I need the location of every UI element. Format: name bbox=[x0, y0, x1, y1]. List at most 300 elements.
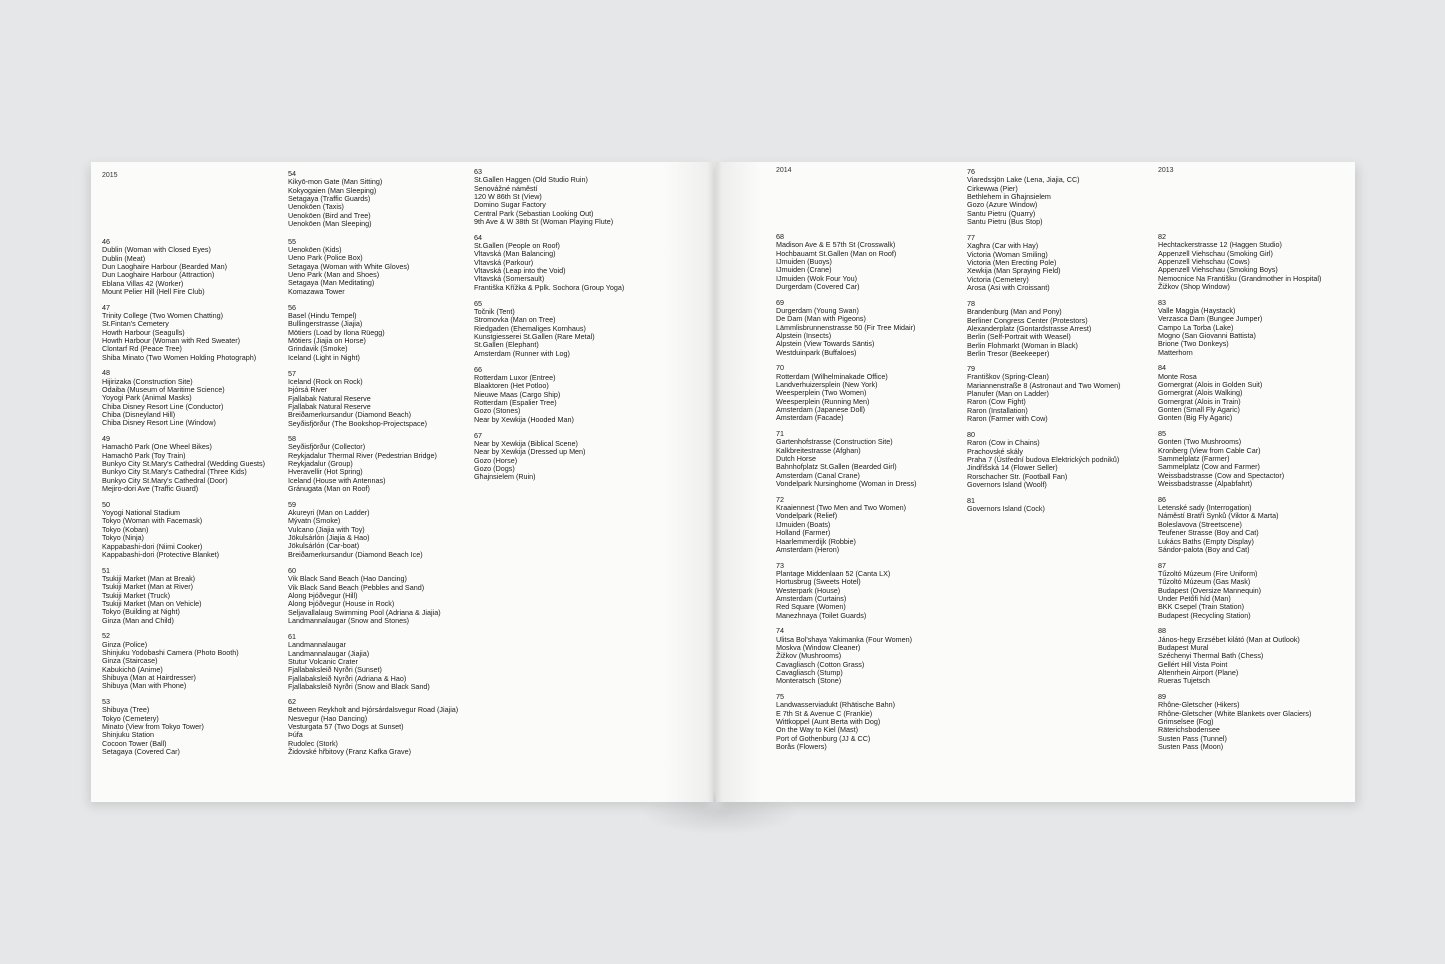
entry-line: Sándor-palota (Boy and Cat) bbox=[1158, 544, 1250, 554]
entry-block bbox=[288, 567, 441, 625]
entry-line: Hortusbrug (Sweets Hotel) bbox=[776, 577, 861, 587]
entry-line: Bunkyo City St.Mary's Cathedral (Three Kids) bbox=[102, 467, 247, 477]
entry-line: Seyðisfjörður (Collector) bbox=[288, 442, 366, 452]
entry-line: Rotterdam (Wilhelminakade Office) bbox=[776, 371, 888, 381]
entry-line: Monte Rosa bbox=[1158, 371, 1197, 381]
entry-block bbox=[102, 369, 225, 427]
entry-line: Setagaya (Man Meditating) bbox=[288, 278, 375, 288]
entry-line: Verzasca Dam (Bungee Jumper) bbox=[1158, 314, 1263, 324]
entry-line: Along Þjóðvegur (Hill) bbox=[288, 591, 358, 601]
entry-line: Boleslavova (Streetscene) bbox=[1158, 519, 1242, 529]
entry-line: Jökulsárlón (Car-boat) bbox=[288, 541, 360, 551]
entry-line: Þúfa bbox=[288, 730, 303, 740]
entry-line: Howth Harbour (Woman with Red Sweater) bbox=[102, 336, 241, 346]
entry-line: Uenokōen (Bird and Tree) bbox=[288, 210, 371, 220]
entry-line: Borås (Flowers) bbox=[776, 741, 827, 751]
entry-block bbox=[288, 633, 430, 691]
entry-number: 65 bbox=[474, 298, 482, 308]
entry-number: 75 bbox=[776, 691, 784, 701]
entry-line: Vik Black Sand Beach (Hao Dancing) bbox=[288, 574, 407, 584]
entry-line: Vondelpark Nursinghome (Woman in Dress) bbox=[776, 479, 917, 489]
entry-line: Dun Laoghaire Harbour (Attraction) bbox=[102, 270, 215, 280]
entry-line: Xagħra (Car with Hay) bbox=[967, 241, 1039, 251]
entry-line: Hijirizaka (Construction Site) bbox=[102, 376, 193, 386]
entry-line: Nemocnice Na Františku (Grandmother in Hospital) bbox=[1158, 273, 1322, 283]
entry-line: Port of Gothenburg (JJ & CC) bbox=[776, 733, 871, 743]
entry-line: Praha 7 (Ústřední budova Elektrických podniků) bbox=[967, 455, 1120, 465]
entry-line: Central Park (Sebastian Looking Out) bbox=[474, 208, 594, 218]
entry-number: 50 bbox=[102, 499, 110, 509]
entry-line: IJmuiden (Boats) bbox=[776, 519, 831, 529]
entry-line: Matterhorn bbox=[1158, 347, 1193, 357]
entry-block bbox=[1158, 627, 1300, 685]
entry-line: Appenzell Viehschau (Cows) bbox=[1158, 257, 1250, 267]
entry-line: Alpstein (View Towards Säntis) bbox=[776, 339, 875, 349]
entry-line: Gellért Hill Vista Point bbox=[1158, 659, 1228, 669]
entry-number: 88 bbox=[1158, 626, 1166, 636]
entry-line: Vesturgata 57 (Two Dogs at Sunset) bbox=[288, 722, 404, 732]
entry-number: 62 bbox=[288, 697, 296, 706]
entry-block bbox=[776, 299, 915, 357]
entry-line: Kronberg (View from Cable Car) bbox=[1158, 445, 1261, 455]
entry-line: Gozo (Stones) bbox=[474, 406, 521, 416]
entry-line: Vltavská (Leap into the Void) bbox=[474, 265, 566, 275]
entry-line: Tsukiji Market (Man at Break) bbox=[102, 573, 196, 583]
entry-line: Bunkyo City St.Mary's Cathedral (Door) bbox=[102, 475, 228, 485]
entry-line: Ueno Park (Man and Shoes) bbox=[288, 269, 380, 279]
entry-line: Victoria (Woman Smiling) bbox=[967, 249, 1048, 259]
entry-number: 82 bbox=[1158, 232, 1166, 241]
entry-line: Žižkov (Mushrooms) bbox=[776, 651, 842, 661]
entry-block bbox=[776, 233, 896, 291]
entry-block bbox=[776, 627, 912, 685]
entry-line: Židovské hřbitovy (Franz Kafka Grave) bbox=[288, 747, 412, 757]
entry-block bbox=[474, 432, 585, 482]
entry-line: Moskva (Window Cleaner) bbox=[776, 642, 861, 652]
entry-line: Uenokōen (Man Sleeping) bbox=[288, 219, 372, 229]
entry-line: Tokyo (Building at Night) bbox=[102, 607, 180, 617]
entry-line: Wittkoppel (Aunt Berta with Dog) bbox=[776, 716, 881, 726]
entry-line: Náměstí Bratří Synků (Viktor & Marta) bbox=[1158, 511, 1279, 521]
entry-line: Arosa (Asi with Croissant) bbox=[967, 283, 1050, 293]
entry-line: Red Square (Women) bbox=[776, 602, 846, 612]
entry-line: Tokyo (Koban) bbox=[102, 524, 149, 534]
entry-number: 57 bbox=[288, 368, 296, 378]
entry-block bbox=[1158, 299, 1262, 357]
entry-line: Tokyo (Woman with Facemask) bbox=[102, 516, 203, 526]
entry-line: Dublin (Meat) bbox=[102, 253, 146, 263]
entry-number: 78 bbox=[967, 299, 975, 308]
entry-line: Alexanderplatz (Gontardstrasse Arrest) bbox=[967, 324, 1092, 334]
entry-line: Appenzell Viehschau (Smoking Boys) bbox=[1158, 265, 1278, 275]
entry-line: Hechtackerstrasse 12 (Haggen Studio) bbox=[1158, 240, 1282, 250]
entry-line: Durgerdam (Covered Car) bbox=[776, 282, 860, 292]
entry-line: Akureyri (Man on Ladder) bbox=[288, 507, 370, 517]
entry-line: Kikyō-mon Gate (Man Sitting) bbox=[288, 177, 383, 187]
entry-block bbox=[967, 168, 1080, 226]
entry-line: Cavagliasch (Stump) bbox=[776, 667, 843, 677]
entry-line: Nieuwe Maas (Cargo Ship) bbox=[474, 389, 561, 399]
entry-block bbox=[288, 435, 437, 493]
entry-block bbox=[102, 238, 227, 296]
entry-block bbox=[288, 501, 423, 559]
entry-line: Františka Křížka & Pplk. Sochora (Group Yoga) bbox=[474, 282, 625, 292]
entry-number: 58 bbox=[288, 434, 296, 443]
entry-line: Amsterdam (Canal Crane) bbox=[776, 470, 860, 480]
entry-number: 87 bbox=[1158, 560, 1166, 570]
entry-line: Breiðamerkursandur (Diamond Beach Ice) bbox=[288, 549, 423, 559]
entry-line: Chiba Disney Resort Line (Conductor) bbox=[102, 401, 224, 411]
entry-line: Stromovka (Man on Tree) bbox=[474, 315, 556, 325]
year-label-2015: 2015 bbox=[102, 172, 118, 179]
entry-line: Reykjadalur (Group) bbox=[288, 459, 353, 469]
entry-line: Tokyo (Ninja) bbox=[102, 533, 144, 543]
entry-line: Tsukiji Market (Man on Vehicle) bbox=[102, 598, 202, 608]
entry-line: St.Fintan's Cemetery bbox=[102, 319, 169, 329]
entry-line: Chiba (Disneyland Hill) bbox=[102, 410, 176, 420]
entry-line: Weissbadstrasse (Cow and Spectactor) bbox=[1158, 470, 1285, 480]
entry-line: Odaiba (Museum of Maritime Science) bbox=[102, 385, 225, 395]
entry-block bbox=[776, 562, 890, 620]
entry-line: Yoyogi National Stadium bbox=[102, 508, 181, 518]
entry-line: Along Þjóðvegur (House in Rock) bbox=[288, 599, 395, 609]
entry-line: Bullingerstrasse (Jiajia) bbox=[288, 319, 363, 329]
entry-number: 70 bbox=[776, 363, 784, 373]
entry-block bbox=[102, 698, 204, 756]
entry-block bbox=[474, 234, 624, 292]
entry-line: János-hegy Erzsébet kilátó (Man at Outlook) bbox=[1158, 634, 1300, 644]
entry-line: Shibuya (Man with Phone) bbox=[102, 681, 187, 691]
entry-line: Holland (Farmer) bbox=[776, 528, 831, 538]
entry-line: Weesperplein (Two Women) bbox=[776, 388, 867, 398]
entry-line: Rueras Tujetsch bbox=[1158, 676, 1210, 686]
entry-line: Plantage Middenlaan 52 (Canta LX) bbox=[776, 568, 891, 578]
entry-block bbox=[967, 431, 1119, 489]
entry-line: Uenokōen (Kids) bbox=[288, 244, 342, 254]
entry-number: 85 bbox=[1158, 429, 1166, 439]
entry-number: 73 bbox=[776, 560, 784, 570]
entry-line: Ginza (Police) bbox=[102, 639, 148, 649]
entry-line: Budapest (Recycling Station) bbox=[1158, 610, 1251, 620]
entry-line: Gornergrat (Alois Walking) bbox=[1158, 388, 1243, 398]
entry-line: Fjallabaksleið Nyrðri (Adriana & Hao) bbox=[288, 673, 407, 683]
entry-line: Hamachō Park (One Wheel Bikes) bbox=[102, 442, 212, 452]
entry-line: Rorschacher Str. (Football Fan) bbox=[967, 471, 1068, 481]
entry-number: 71 bbox=[776, 429, 784, 439]
entry-number: 83 bbox=[1158, 297, 1166, 307]
entry-line: Mount Pelier Hill (Hell Fire Club) bbox=[102, 287, 205, 297]
entry-line: Tsukiji Market (Truck) bbox=[102, 590, 171, 600]
entry-line: Raron (Cow Fight) bbox=[967, 397, 1026, 407]
entry-line: Shinjuku Yodobashi Camera (Photo Booth) bbox=[102, 647, 239, 657]
entry-line: Vltavská (Parkour) bbox=[474, 257, 534, 267]
entry-line: De Dam (Man with Pigeons) bbox=[776, 314, 866, 324]
entry-block bbox=[474, 366, 574, 424]
entry-line: Brione (Two Donkeys) bbox=[1158, 339, 1229, 349]
entry-line: Ginza (Man and Child) bbox=[102, 615, 174, 625]
entry-line: Hochbauamt St.Gallen (Man on Roof) bbox=[776, 248, 897, 258]
entry-block bbox=[776, 430, 916, 488]
entry-line: Gránugata (Man on Roof) bbox=[288, 484, 370, 494]
entry-line: Cocoon Tower (Ball) bbox=[102, 738, 167, 748]
entry-line: Fjallabak Natural Reserve bbox=[288, 393, 371, 403]
entry-line: Seyðisfjörður (The Bookshop-Projectspace) bbox=[288, 418, 428, 428]
entry-line: Točnik (Tent) bbox=[474, 306, 515, 316]
entry-line: Bahnhofplatz St.Gallen (Bearded Girl) bbox=[776, 462, 897, 472]
entry-line: Appenzell Viehschau (Smoking Girl) bbox=[1158, 248, 1273, 258]
entry-line: Gartenhofstrasse (Construction Site) bbox=[776, 437, 893, 447]
entry-line: Hamachō Park (Toy Train) bbox=[102, 450, 186, 460]
left-page bbox=[91, 162, 713, 802]
entry-line: Trinity College (Two Women Chatting) bbox=[102, 311, 224, 321]
entry-line: Kalkbreitestrasse (Afghan) bbox=[776, 445, 861, 455]
entry-block bbox=[288, 304, 385, 362]
entry-line: Landverhuizersplein (New York) bbox=[776, 380, 878, 390]
entry-block bbox=[288, 370, 427, 428]
entry-line: Dun Laoghaire Harbour (Bearded Man) bbox=[102, 262, 228, 272]
entry-line: Rhône-Gletscher (White Blankets over Glaciers) bbox=[1158, 708, 1312, 718]
entry-line: Grimselsee (Fog) bbox=[1158, 716, 1214, 726]
entry-line: IJmuiden (Buoys) bbox=[776, 257, 832, 267]
entry-line: Ueno Park (Police Box) bbox=[288, 253, 363, 263]
entry-line: Tűzoltó Múzeum (Gas Mask) bbox=[1158, 577, 1251, 587]
entry-line: Letenské sady (Interrogation) bbox=[1158, 503, 1252, 513]
entry-number: 80 bbox=[967, 430, 975, 439]
entry-line: 120 W 86th St (View) bbox=[474, 192, 542, 202]
entry-line: Rudolec (Stork) bbox=[288, 738, 338, 748]
entry-block bbox=[967, 497, 1045, 514]
entry-block bbox=[776, 496, 906, 554]
entry-line: Susten Pass (Tunnel) bbox=[1158, 733, 1227, 743]
entry-line: Kappabashi-dori (Niimi Cooker) bbox=[102, 541, 203, 551]
entry-line: Kokyogaien (Man Sleeping) bbox=[288, 185, 377, 195]
entry-line: Eblana Villas 42 (Worker) bbox=[102, 278, 184, 288]
entry-line: Westerpark (House) bbox=[776, 585, 841, 595]
entry-line: Gozo (Dogs) bbox=[474, 463, 515, 473]
entry-line: Iceland (Rock on Rock) bbox=[288, 376, 363, 386]
entry-line: Fjallabaksleið Nyrðri (Sunset) bbox=[288, 665, 382, 675]
entry-line: Gonten (Two Mushrooms) bbox=[1158, 437, 1242, 447]
entry-number: 52 bbox=[102, 631, 110, 641]
entry-number: 55 bbox=[288, 236, 296, 246]
entry-line: Amsterdam (Curtains) bbox=[776, 593, 847, 603]
entry-block bbox=[1158, 430, 1284, 488]
entry-line: Komazawa Tower bbox=[288, 286, 345, 296]
entry-block bbox=[474, 300, 595, 358]
entry-line: Yoyogi Park (Animal Masks) bbox=[102, 393, 192, 403]
entry-line: Amsterdam (Heron) bbox=[776, 544, 840, 554]
entry-line: Setagaya (Traffic Guards) bbox=[288, 194, 371, 204]
entry-line: Planufer (Man on Ladder) bbox=[967, 389, 1049, 399]
entry-line: Amsterdam (Japanese Doll) bbox=[776, 405, 866, 415]
entry-line: Howth Harbour (Seagulls) bbox=[102, 327, 185, 337]
entry-line: Westduinpark (Buffaloes) bbox=[776, 347, 857, 357]
entry-block bbox=[1158, 562, 1261, 620]
entry-line: Berlin (Self-Portrait with Weasel) bbox=[967, 332, 1071, 342]
entry-line: E 7th St & Avenue C (Frankie) bbox=[776, 708, 873, 718]
entry-line: Ginza (Staircase) bbox=[102, 656, 158, 666]
entry-block bbox=[102, 304, 256, 362]
entry-line: Brandenburg (Man and Pony) bbox=[967, 307, 1062, 317]
entry-line: Berlin Flohmarkt (Woman in Black) bbox=[967, 340, 1078, 350]
entry-line: Manezhnaya (Toilet Guards) bbox=[776, 610, 867, 620]
entry-number: 53 bbox=[102, 696, 110, 706]
entry-block bbox=[288, 698, 458, 756]
entry-line: Vltavská (Man Balancing) bbox=[474, 249, 556, 259]
entry-line: Þjórsá River bbox=[288, 385, 328, 395]
entry-line: Mötiers (Jiajia on Horse) bbox=[288, 335, 366, 345]
entry-number: 81 bbox=[967, 496, 975, 505]
entry-line: Sammelplatz (Cow and Farmer) bbox=[1158, 462, 1260, 472]
entry-block bbox=[967, 300, 1091, 358]
entry-line: Rotterdam (Espalier Tree) bbox=[474, 397, 557, 407]
entry-line: Minato (View from Tokyo Tower) bbox=[102, 721, 204, 731]
entry-line: Under Petőfi híd (Man) bbox=[1158, 593, 1231, 603]
entry-number: 60 bbox=[288, 566, 296, 575]
entry-line: St.Gallen (Elephant) bbox=[474, 340, 539, 350]
entry-line: Riedgaden (Ehemaliges Kornhaus) bbox=[474, 323, 586, 333]
entry-line: Kabukichō (Anime) bbox=[102, 664, 163, 674]
entry-line: Tsukiji Market (Man at River) bbox=[102, 582, 194, 592]
entry-block bbox=[1158, 693, 1311, 751]
entry-block bbox=[776, 364, 888, 422]
entry-line: Setagaya (Woman with White Gloves) bbox=[288, 261, 410, 271]
entry-block bbox=[288, 238, 409, 296]
entry-line: Cirkewwa (Pier) bbox=[967, 183, 1018, 193]
entry-line: Shibuya (Tree) bbox=[102, 705, 150, 715]
entry-line: Amsterdam (Runner with Log) bbox=[474, 348, 570, 358]
entry-line: Fjallabaksleið Nyrðri (Snow and Black Sand) bbox=[288, 682, 430, 692]
entry-block bbox=[102, 567, 201, 625]
entry-line: Mejiro-dori Ave (Traffic Guard) bbox=[102, 484, 199, 494]
entry-number: 47 bbox=[102, 302, 110, 312]
entry-line: Near by Xewkija (Hooded Man) bbox=[474, 414, 574, 424]
entry-line: Gonten (Big Fly Agaric) bbox=[1158, 413, 1233, 423]
entry-line: Durgerdam (Young Swan) bbox=[776, 306, 859, 316]
entry-block bbox=[102, 632, 239, 690]
entry-line: IJmuiden (Wok Four You) bbox=[776, 273, 857, 283]
entry-line: Victoria (Men Erecting Pole) bbox=[967, 258, 1057, 268]
entry-line: Budapest Mural bbox=[1158, 642, 1209, 652]
entry-line: Viaredssjön Lake (Lena, Jiajia, CC) bbox=[967, 175, 1080, 185]
entry-line: Berlin Tresor (Beekeeper) bbox=[967, 349, 1050, 359]
entry-line: 9th Ave & W 38th St (Woman Playing Flute) bbox=[474, 217, 614, 227]
entry-line: Vondelpark (Relief) bbox=[776, 511, 838, 521]
entry-line: St.Gallen Haggen (Old Studio Ruin) bbox=[474, 175, 588, 185]
entry-line: Kunstgiesserei St.Gallen (Rare Metal) bbox=[474, 331, 595, 341]
entry-line: Vulcano (Jiajia with Toy) bbox=[288, 524, 365, 534]
entry-line: Fjallabak Natural Reserve bbox=[288, 401, 371, 411]
entry-block bbox=[102, 501, 219, 559]
entry-line: Monteratsch (Stone) bbox=[776, 676, 842, 686]
entry-line: Victoria (Cemetery) bbox=[967, 274, 1029, 284]
entry-number: 72 bbox=[776, 494, 784, 504]
entry-line: Shiba Minato (Two Women Holding Photograph) bbox=[102, 352, 257, 362]
entry-line: Governors Island (Cock) bbox=[967, 504, 1045, 514]
entry-line: Governors Island (Woolf) bbox=[967, 480, 1047, 490]
entry-line: Alpstein (Insects) bbox=[776, 331, 832, 341]
entry-line: Vik Black Sand Beach (Pebbles and Sand) bbox=[288, 582, 425, 592]
entry-line: Raron (Cow in Chains) bbox=[967, 438, 1040, 448]
entry-block bbox=[967, 365, 1121, 423]
entry-number: 69 bbox=[776, 297, 784, 307]
entry-line: Santu Pietru (Bus Stop) bbox=[967, 217, 1043, 227]
entry-line: Cavagliasch (Cotton Grass) bbox=[776, 659, 865, 669]
entry-block bbox=[474, 168, 613, 226]
entry-number: 77 bbox=[967, 233, 975, 242]
entry-block bbox=[1158, 364, 1262, 422]
entry-number: 89 bbox=[1158, 691, 1166, 701]
entry-line: Räterichsbodensee bbox=[1158, 725, 1220, 735]
entry-number: 56 bbox=[288, 302, 296, 312]
entry-line: Františkov (Spring-Clean) bbox=[967, 372, 1049, 382]
entry-line: Uenokōen (Taxis) bbox=[288, 202, 344, 212]
entry-line: Nesvegur (Hao Dancing) bbox=[288, 713, 368, 723]
entry-line: Lukács Baths (Empty Display) bbox=[1158, 536, 1254, 546]
entry-number: 74 bbox=[776, 626, 784, 636]
entry-number: 66 bbox=[474, 364, 482, 374]
entry-line: Senovážné náměstí bbox=[474, 183, 538, 193]
entry-line: Gornergrat (Alois in Train) bbox=[1158, 396, 1241, 406]
entry-number: 46 bbox=[102, 237, 110, 246]
entry-line: Blaaktoren (Het Potloo) bbox=[474, 381, 549, 391]
entry-line: Gonten (Small Fly Agaric) bbox=[1158, 405, 1240, 415]
entry-line: Għajnsielem (Ruin) bbox=[474, 472, 536, 482]
entry-number: 84 bbox=[1158, 363, 1166, 373]
entry-line: Tűzoltó Múzeum (Fire Uniform) bbox=[1158, 568, 1258, 578]
entry-line: Valle Maggia (Haystack) bbox=[1158, 306, 1236, 316]
entry-line: Breiðamerkursandur (Diamond Beach) bbox=[288, 410, 412, 420]
entry-line: Setagaya (Covered Car) bbox=[102, 746, 180, 756]
entry-line: Sammelplatz (Farmer) bbox=[1158, 454, 1230, 464]
entry-line: Xewkija (Man Spraying Field) bbox=[967, 266, 1061, 276]
entry-block bbox=[1158, 233, 1321, 291]
entry-line: Reykjadalur Thermal River (Pedestrian Bridge) bbox=[288, 450, 437, 460]
entry-line: Between Reykholt and Þjórsárdalsvegur Road (Jiajia) bbox=[288, 705, 459, 715]
entry-block bbox=[288, 170, 382, 228]
entry-line: Hveravellir (Hot Spring) bbox=[288, 467, 363, 477]
right-page bbox=[716, 162, 1355, 802]
entry-line: Haarlemmerdijk (Robbie) bbox=[776, 536, 856, 546]
entry-line: St.Gallen (People on Roof) bbox=[474, 240, 560, 250]
entry-line: Iceland (Light in Night) bbox=[288, 352, 360, 362]
entry-line: Jindřišská 14 (Flower Seller) bbox=[967, 463, 1058, 473]
entry-line: Gozo (Horse) bbox=[474, 455, 518, 465]
entry-block bbox=[967, 234, 1060, 292]
entry-number: 59 bbox=[288, 499, 296, 509]
entry-line: Weesperplein (Running Men) bbox=[776, 396, 870, 406]
entry-line: Raron (Farmer with Cow) bbox=[967, 414, 1048, 424]
entry-line: Mývatn (Smoke) bbox=[288, 516, 341, 526]
entry-block bbox=[776, 693, 895, 751]
entry-line: Seljavallalaug Swimming Pool (Adriana & Jiajia) bbox=[288, 607, 441, 617]
entry-line: Campo La Torba (Lake) bbox=[1158, 322, 1234, 332]
entry-line: Near by Xewkija (Biblical Scene) bbox=[474, 438, 578, 448]
entry-line: Mötiers (Load by Ilona Rüegg) bbox=[288, 327, 385, 337]
entry-line: Raron (Installation) bbox=[967, 405, 1028, 415]
entry-line: Santu Pietru (Quarry) bbox=[967, 208, 1036, 218]
entry-line: Shibuya (Man at Hairdresser) bbox=[102, 672, 196, 682]
entry-line: Amsterdam (Facade) bbox=[776, 413, 844, 423]
entry-line: Teufener Strasse (Boy and Cat) bbox=[1158, 528, 1259, 538]
entry-line: Kappabashi-dori (Protective Blanket) bbox=[102, 549, 220, 559]
entry-line: Rotterdam Luxor (Entree) bbox=[474, 372, 556, 382]
entry-line: On the Way to Kiel (Mast) bbox=[776, 725, 859, 735]
entry-line: Széchenyi Thermal Bath (Chess) bbox=[1158, 651, 1264, 661]
entry-line: Gozo (Azure Window) bbox=[967, 200, 1038, 210]
entry-line: Landmannalaugar (Snow and Stones) bbox=[288, 616, 410, 626]
entry-line: Altenrhein Airport (Plane) bbox=[1158, 667, 1239, 677]
